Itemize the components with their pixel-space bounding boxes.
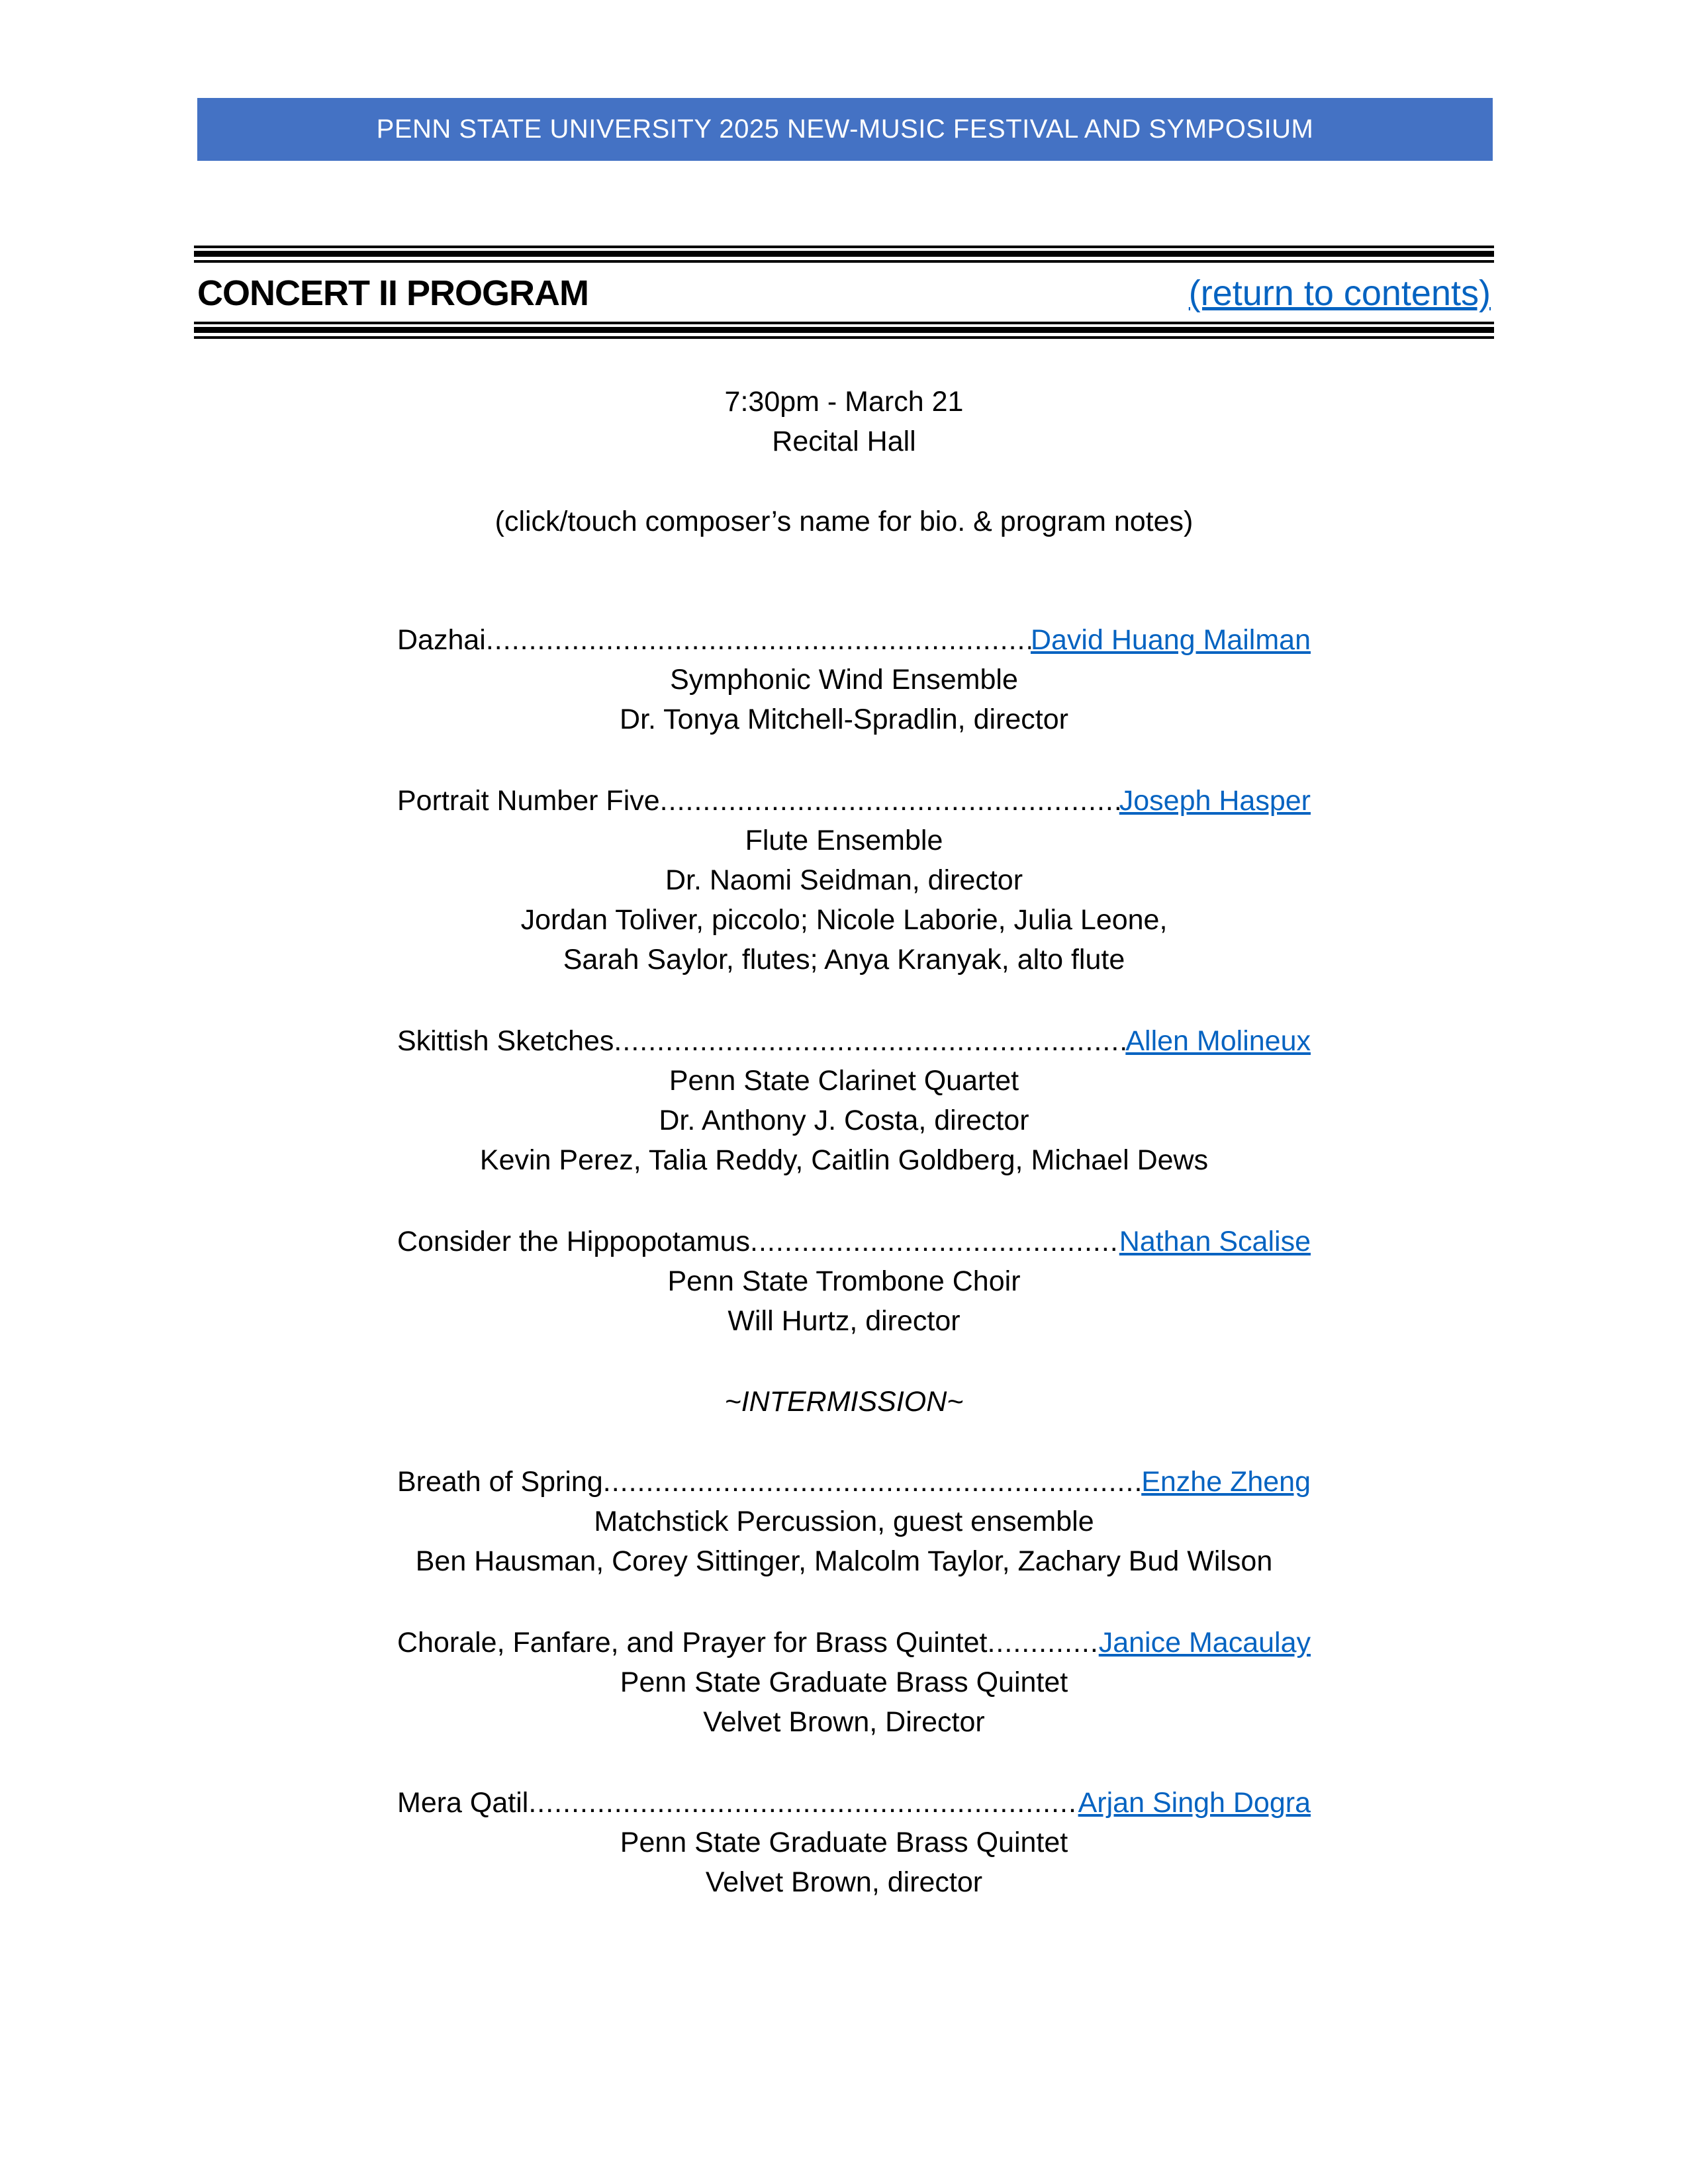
piece-title: Portrait Number Five xyxy=(397,785,660,817)
piece-title: Chorale, Fanfare, and Prayer for Brass Quintet xyxy=(397,1627,988,1659)
dot-leader xyxy=(614,1021,1125,1061)
dot-leader xyxy=(528,1783,1078,1823)
piece-title: Consider the Hippopotamus xyxy=(397,1226,751,1257)
program-item-portrait-number-five xyxy=(397,781,1311,821)
composer-link[interactable]: Enzhe Zheng xyxy=(1141,1466,1311,1498)
festival-banner xyxy=(197,98,1493,161)
composer-link[interactable]: Nathan Scalise xyxy=(1119,1226,1311,1257)
director-name: Dr. Anthony J. Costa, director xyxy=(659,1105,1029,1136)
performers: Ben Hausman, Corey Sittinger, Malcolm Taylor, Zachary Bud Wilson xyxy=(415,1545,1273,1577)
piece-title: Skittish Sketches xyxy=(397,1025,614,1057)
rule-line xyxy=(194,260,1494,263)
ensemble-name: Penn State Graduate Brass Quintet xyxy=(620,1827,1068,1858)
rule-line xyxy=(194,327,1494,333)
event-time-date: 7:30pm - March 21 xyxy=(724,386,964,418)
composer-link[interactable]: Allen Molineux xyxy=(1125,1025,1311,1057)
program-item-mera-qatil xyxy=(397,1783,1311,1823)
composer-link[interactable]: Arjan Singh Dogra xyxy=(1078,1787,1311,1819)
intermission-label: ~INTERMISSION~ xyxy=(724,1386,964,1418)
director-name: Dr. Naomi Seidman, director xyxy=(665,864,1023,896)
dot-leader xyxy=(750,1222,1119,1261)
dot-leader xyxy=(987,1623,1098,1662)
ensemble-name: Penn State Graduate Brass Quintet xyxy=(620,1666,1068,1698)
dot-leader xyxy=(660,781,1119,821)
header-rule-bottom xyxy=(194,322,1494,340)
director-name: Velvet Brown, Director xyxy=(703,1706,985,1738)
program-item-chorale-fanfare-prayer xyxy=(397,1623,1311,1662)
program-item-consider-the-hippopotamus xyxy=(397,1222,1311,1261)
composer-link[interactable]: Joseph Hasper xyxy=(1119,785,1311,817)
dot-leader xyxy=(486,620,1031,660)
piece-title: Mera Qatil xyxy=(397,1787,529,1819)
director-name: Velvet Brown, director xyxy=(705,1866,983,1898)
rule-line xyxy=(194,322,1494,324)
rule-line xyxy=(194,336,1494,339)
section-title: CONCERT II PROGRAM xyxy=(197,273,589,313)
ensemble-name: Penn State Clarinet Quartet xyxy=(669,1065,1019,1097)
header-rule-top xyxy=(194,246,1494,263)
instruction-text: (click/touch composer’s name for bio. & program notes) xyxy=(494,506,1194,537)
director-name: Will Hurtz, director xyxy=(727,1305,961,1337)
performers: Kevin Perez, Talia Reddy, Caitlin Goldberg, Michael Dews xyxy=(479,1144,1209,1176)
rule-line xyxy=(194,246,1494,248)
event-venue: Recital Hall xyxy=(772,426,916,457)
performers: Sarah Saylor, flutes; Anya Kranyak, alto flute xyxy=(563,944,1125,976)
return-to-contents-link[interactable]: (return to contents) xyxy=(1188,273,1491,313)
performers: Jordan Toliver, piccolo; Nicole Laborie, Julia Leone, xyxy=(520,904,1168,936)
composer-link[interactable]: Janice Macaulay xyxy=(1098,1627,1311,1659)
piece-title: Breath of Spring xyxy=(397,1466,603,1498)
ensemble-name: Symphonic Wind Ensemble xyxy=(670,664,1018,696)
ensemble-name: Matchstick Percussion, guest ensemble xyxy=(594,1506,1094,1537)
banner-title: PENN STATE UNIVERSITY 2025 NEW-MUSIC FESTIVAL AND SYMPOSIUM xyxy=(376,114,1314,144)
piece-title: Dazhai xyxy=(397,624,486,656)
program-item-breath-of-spring xyxy=(397,1462,1311,1502)
rule-line xyxy=(194,251,1494,257)
program-item-dazhai xyxy=(397,620,1311,660)
program-item-skittish-sketches xyxy=(397,1021,1311,1061)
ensemble-name: Penn State Trombone Choir xyxy=(667,1265,1021,1297)
director-name: Dr. Tonya Mitchell-Spradlin, director xyxy=(620,704,1068,735)
ensemble-name: Flute Ensemble xyxy=(745,825,943,856)
composer-link[interactable]: David Huang Mailman xyxy=(1030,624,1311,656)
dot-leader xyxy=(603,1462,1141,1502)
